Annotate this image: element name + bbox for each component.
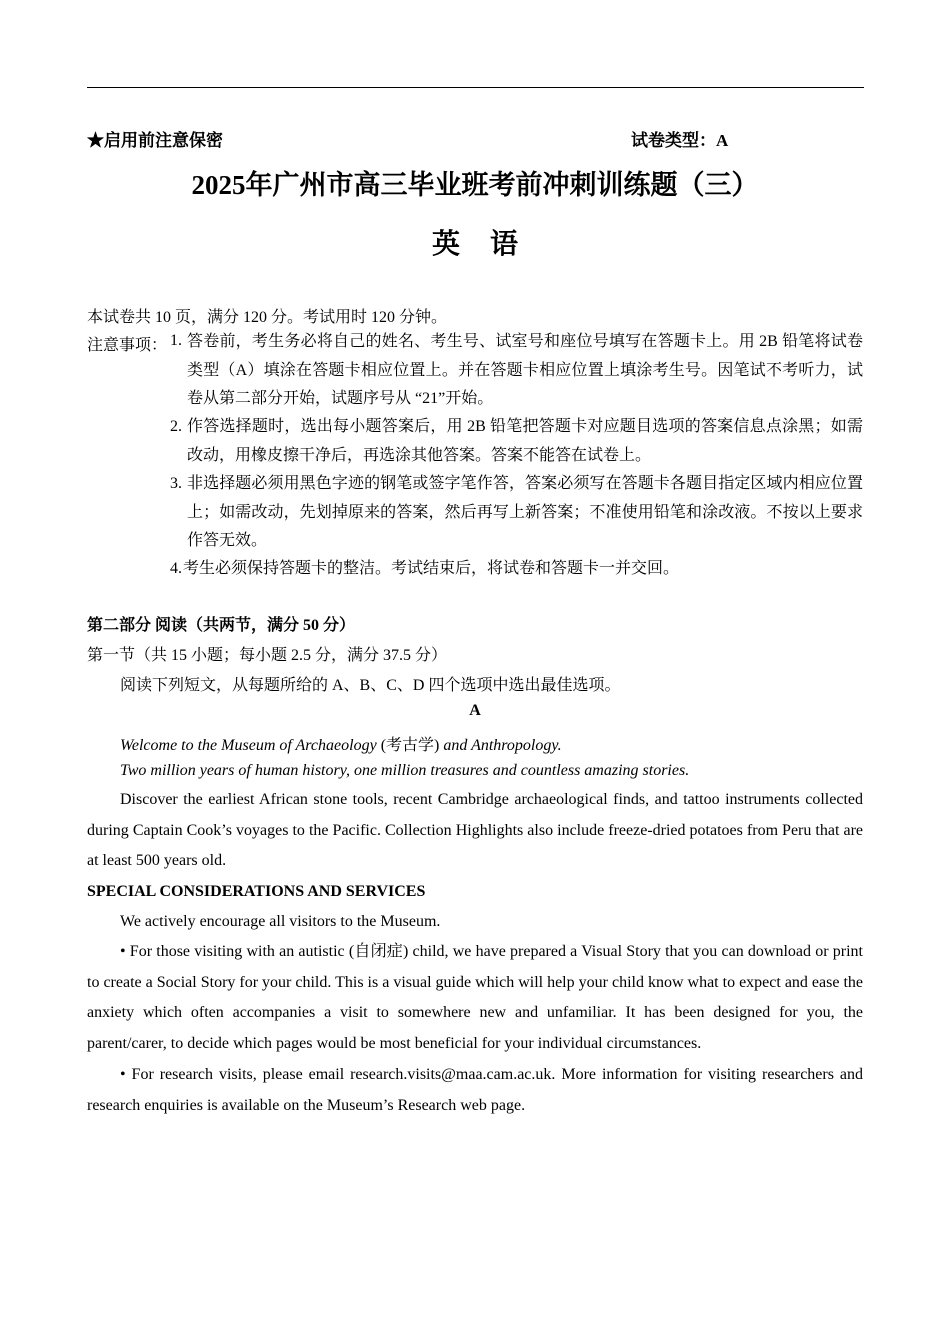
passage-bullet: • For research visits, please email research.visits@maa.cam.ac.uk. More information for visiting researchers and research enquiries is available on the Museum’s Research web page. <box>87 1066 863 1114</box>
welcome-text-cn: (考古学) <box>380 737 440 754</box>
note-item: 作答选择题时，选出每小题答案后，用 2B 铅笔把答题卡对应题目选项的答案信息点涂黑；如需改动，用橡皮擦干净后，再选涂其他答案。答案不能答在试卷上。 <box>187 418 863 464</box>
passage-bullet: • For those visiting with an autistic (自闭症) child, we have prepared a Visual Story that you can download or print to create a Social Story for your child. This is a visual guide which will help your child know what to expect and ease the anxiety which often accompanies a visit to somewhere new and unfamiliar. It has been designed for you, the parent/carer, to decide which pages would be most beneficial for your individual circumstances. <box>87 943 863 1053</box>
passage-paragraph: Discover the earliest African stone tools, recent Cambridge archaeological finds, and tattoo instruments collected during Captain Cook’s voyages to the Pacific. Collection Highlights also include freeze-dried potatoes from Peru that are at least 500 years old. <box>87 791 863 870</box>
note-number: 4. <box>170 560 182 577</box>
subject-title: 英语 <box>431 229 548 260</box>
note-number: 2. <box>170 418 182 435</box>
notes-label: 注意事项： <box>87 337 168 354</box>
confidential-label: ★启用前注意保密 <box>87 131 223 150</box>
passage-letter: A <box>469 702 481 719</box>
passage-welcome <box>120 732 562 755</box>
paper-type-label: 试卷类型：A <box>631 131 729 150</box>
passage-paragraph: We actively encourage all visitors to the Museum. <box>120 913 441 930</box>
special-heading: SPECIAL CONSIDERATIONS AND SERVICES <box>87 883 426 900</box>
exam-title: 2025年广州市高三毕业班考前冲刺训练题（三） <box>191 170 759 200</box>
section-instruction: 阅读下列短文，从每题所给的 A、B、C、D 四个选项中选出最佳选项。 <box>120 677 621 694</box>
part-heading: 第二部分 阅读（共两节，满分 50 分） <box>87 617 356 634</box>
note-number: 1. <box>170 332 182 349</box>
note-item: 答卷前，考生务必将自己的姓名、考生号、试室号和座位号填写在答题卡上。用 2B 铅笔将试卷类型（A）填涂在答题卡相应位置上。并在答题卡相应位置上填涂考生号。因笔试不考听力，试卷从第二部分开始，试题序号从 “21”开始。 <box>187 333 863 407</box>
section-heading: 第一节（共 15 小题；每小题 2.5 分，满分 37.5 分） <box>87 647 448 664</box>
passage-tagline: Two million years of human history, one million treasures and countless amazing stories. <box>120 762 690 779</box>
welcome-text-a: Welcome to the Museum of Archaeology <box>120 737 381 754</box>
note-item: 非选择题必须用黑色字迹的钢笔或签字笔作答，答案必须写在答题卡各题目指定区域内相应位置上；如需改动，先划掉原来的答案，然后再写上新答案；不准使用铅笔和涂改液。不按以上要求作答无效。 <box>187 475 863 549</box>
exam-intro: 本试卷共 10 页，满分 120 分。考试用时 120 分钟。 <box>87 309 448 326</box>
note-item: 考生必须保持答题卡的整洁。考试结束后，将试卷和答题卡一并交回。 <box>183 560 680 577</box>
note-number: 3. <box>170 475 182 492</box>
welcome-text-b: and Anthropology. <box>439 737 562 754</box>
top-rule <box>87 87 864 88</box>
